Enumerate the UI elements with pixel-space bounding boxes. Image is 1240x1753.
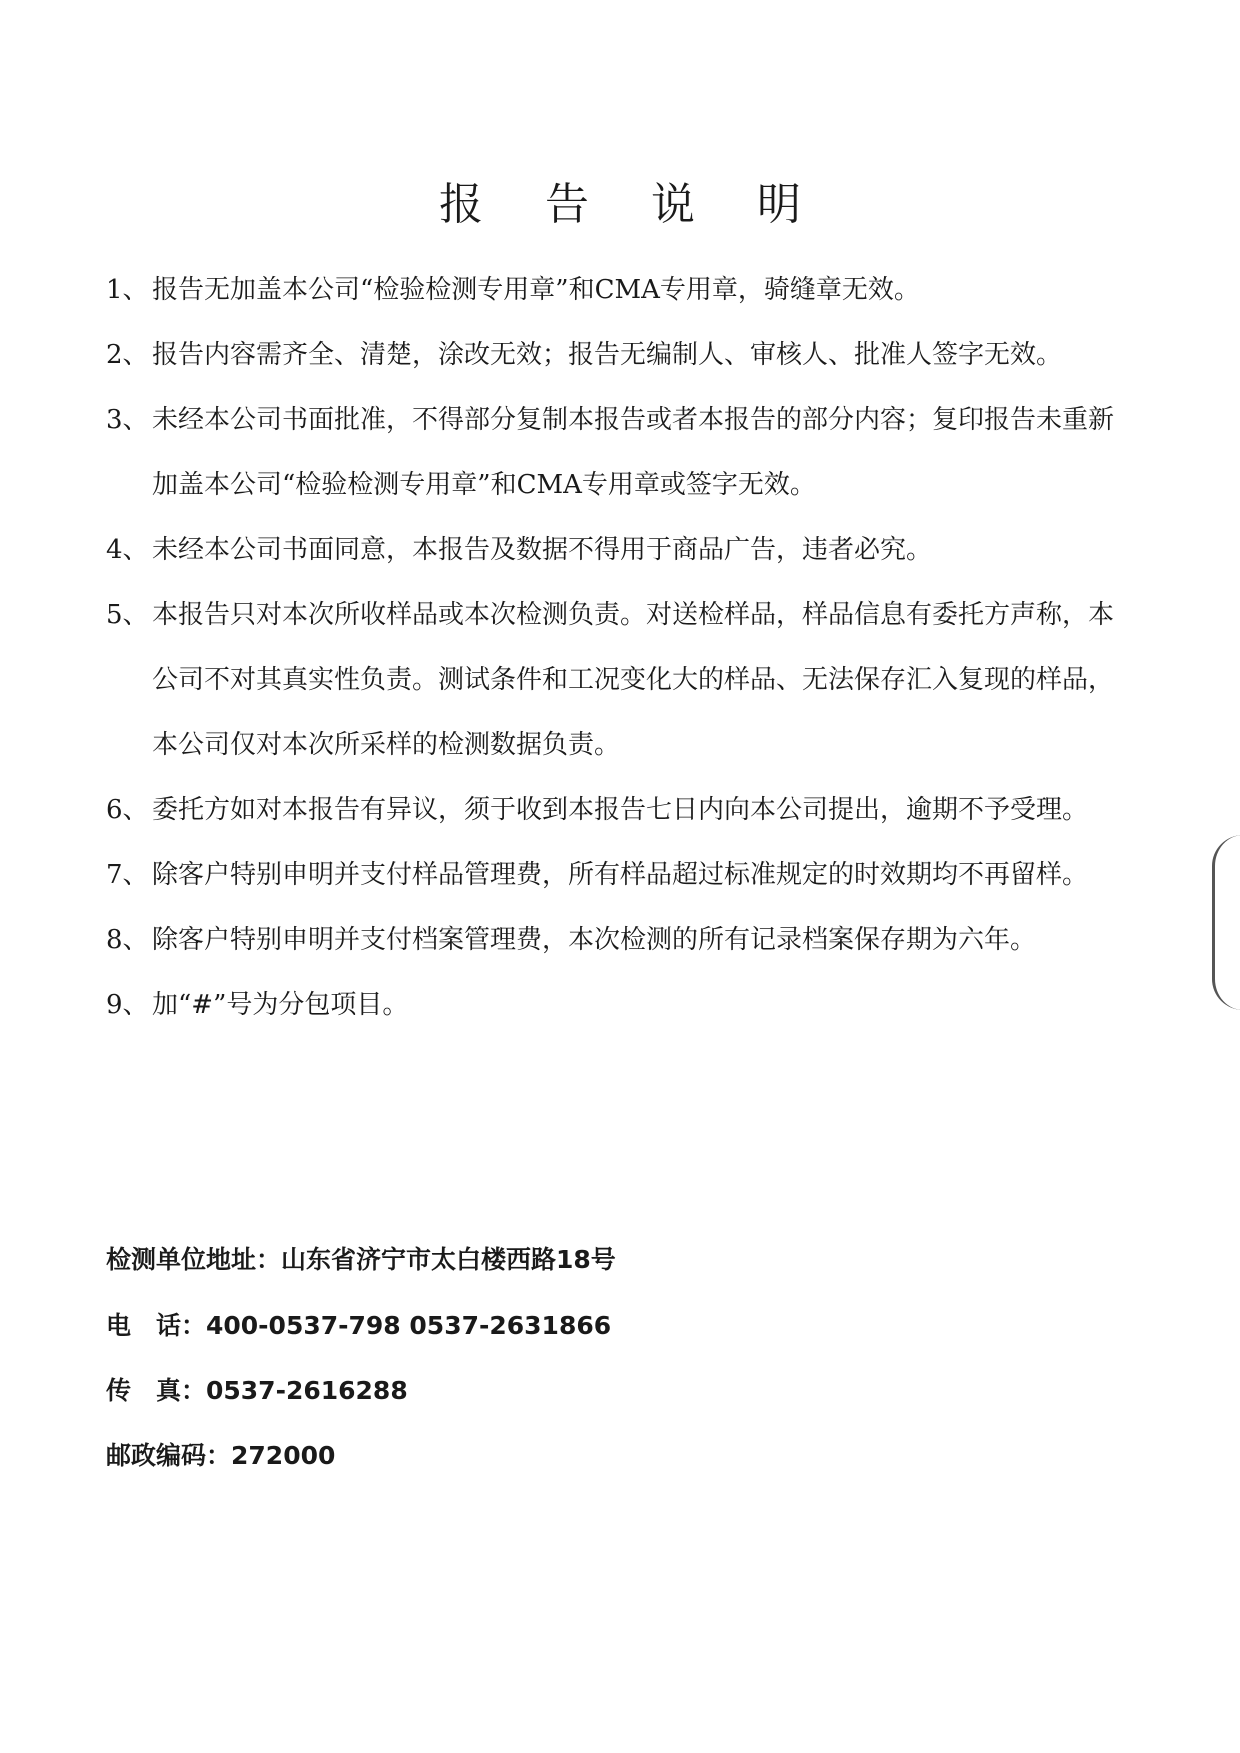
fax-value: 0537-2616288 (206, 1376, 408, 1405)
page-title: 报告说明 (439, 179, 863, 230)
phone-line (106, 1306, 1106, 1342)
note-text: 报告内容需齐全、清楚，涂改无效；报告无编制人、审核人、批准人签字无效。 (152, 340, 1063, 370)
note-number: 6、 (106, 795, 149, 825)
fax-line (106, 1371, 1106, 1407)
note-text: 加“#”号为分包项目。 (152, 990, 409, 1020)
address-value: 山东省济宁市太白楼西路18号 (281, 1245, 616, 1274)
note-number: 3、 (106, 405, 149, 435)
address-label: 检测单位地址： (106, 1245, 282, 1274)
note-text: 除客户特别申明并支付样品管理费，所有样品超过标准规定的时效期均不再留样。 (152, 860, 1089, 890)
note-item-4 (106, 518, 1126, 583)
note-item-2 (106, 323, 1126, 388)
note-number: 1、 (106, 275, 149, 305)
note-text: 未经本公司书面批准，不得部分复制本报告或者本报告的部分内容；复印报告未重新加盖本公司“检验检测专用章”和CMA专用章或签字无效。 (152, 405, 1115, 500)
phone-label-part: 电 (106, 1311, 132, 1340)
note-item-5 (106, 583, 1126, 778)
note-text: 本报告只对本次所收样品或本次检测负责。对送检样品，样品信息有委托方声称，本公司不对其真实性负责。测试条件和工况变化大的样品、无法保存汇入复现的样品，本公司仅对本次所采样的检测数据负责。 (152, 600, 1115, 760)
note-number: 8、 (106, 925, 149, 955)
note-text: 除客户特别申明并支付档案管理费，本次检测的所有记录档案保存期为六年。 (152, 925, 1037, 955)
postcode-label: 邮政编码： (106, 1441, 232, 1470)
note-number: 2、 (106, 340, 149, 370)
phone-label-part: 话： (155, 1311, 206, 1340)
note-text: 委托方如对本报告有异议，须于收到本报告七日内向本公司提出，逾期不予受理。 (152, 795, 1089, 825)
note-number: 9、 (106, 990, 149, 1020)
seal-stamp-fragment (1212, 835, 1240, 1010)
notes-list (106, 258, 1126, 1038)
note-number: 7、 (106, 860, 149, 890)
note-text: 报告无加盖本公司“检验检测专用章”和CMA专用章，骑缝章无效。 (152, 275, 920, 305)
note-item-9 (106, 973, 1126, 1038)
note-text: 未经本公司书面同意，本报告及数据不得用于商品广告，违者必究。 (152, 535, 933, 565)
fax-label (106, 1371, 206, 1407)
note-item-3 (106, 388, 1126, 518)
note-item-7 (106, 843, 1126, 908)
postcode-value: 272000 (231, 1441, 336, 1470)
note-number: 5、 (106, 600, 149, 630)
phone-label (106, 1306, 206, 1342)
note-item-6 (106, 778, 1126, 843)
postcode-line (106, 1436, 1106, 1472)
address-line (106, 1240, 1106, 1276)
phone-value: 400-0537-798 0537-2631866 (206, 1311, 612, 1340)
note-number: 4、 (106, 535, 149, 565)
note-item-1 (106, 258, 1126, 323)
fax-label-part: 真： (155, 1376, 206, 1405)
fax-label-part: 传 (106, 1376, 132, 1405)
note-item-8 (106, 908, 1126, 973)
